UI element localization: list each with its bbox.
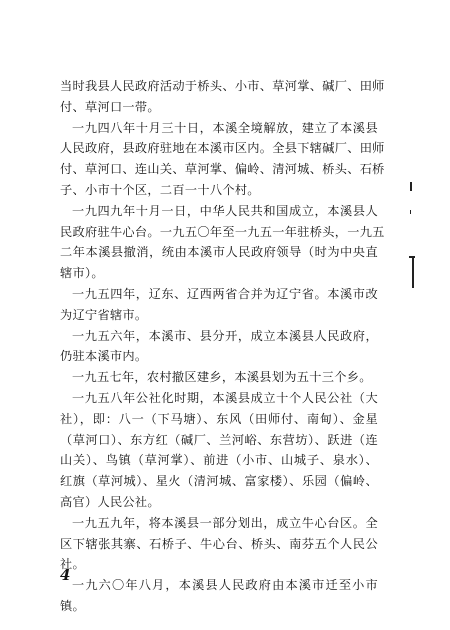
body-text (60, 76, 385, 617)
text-line: （草河口）、东方红（碱厂、兰河峪、东营坊）、跃进（连 (60, 432, 378, 447)
text-line: 一九五九年，将本溪县一部分划出，成立牛心台区。全 (72, 515, 378, 530)
text-line: 社。 (60, 557, 85, 572)
text-line: 一九四九年十月一日，中华人民共和国成立，本溪县人 (72, 203, 378, 218)
text-line: 付、草河口一带。 (60, 99, 160, 114)
margin-mark (412, 258, 414, 288)
text-line: 一九五八年公社化时期，本溪县成立十个人民公社（大 (72, 390, 378, 405)
text-line: 一九六〇年八月，本溪县人民政府由本溪市迁至小市 (72, 578, 378, 593)
text-line: 镇。 (60, 598, 85, 613)
text-line: 二年本溪县撤消，统由本溪市人民政府领导（时为中央直 (60, 245, 378, 260)
text-line: 一九五七年，农村撤区建乡，本溪县划为五十三个乡。 (72, 370, 372, 385)
margin-mark (410, 182, 412, 191)
text-line: 一九五六年，本溪市、县分开，成立本溪县人民政府， (72, 328, 378, 343)
margin-mark (409, 256, 415, 258)
text-line: 为辽宁省辖市。 (60, 307, 148, 322)
text-line: 山关）、鸟镇（草河掌）、前进（小市、山城子、泉水）、 (60, 453, 378, 468)
text-line: 当时我县人民政府活动于桥头、小市、草河掌、碱厂、田师 (60, 79, 385, 93)
page-number: 4 (60, 566, 71, 584)
text-line: 付、草河口、连山关、草河掌、偏岭、清河城、桥头、石桥 (60, 162, 385, 177)
text-line: 一九五四年，辽东、辽西两省合并为辽宁省。本溪市改 (72, 286, 378, 301)
text-line: 民政府驻牛心台。一九五〇年至一九五一年驻桥头，一九五 (60, 224, 385, 239)
margin-mark (410, 210, 411, 214)
text-line: 仍驻本溪市内。 (60, 349, 148, 364)
text-line: 辖市）。 (60, 266, 104, 281)
text-line: 红旗（草河城）、星火（清河城、富家楼）、乐园（偏岭、 (60, 474, 378, 489)
text-line: 一九四八年十月三十日，本溪全境解放，建立了本溪县 (72, 120, 378, 135)
text-line: 高官）人民公社。 (60, 494, 160, 509)
text-line: 子、小市十个区，二百一十八个村。 (60, 182, 260, 197)
text-line: 社），即：八一（下马塘）、东风（田师付、南甸）、金星 (60, 411, 378, 426)
text-line: 区下辖张其寨、石桥子、牛心台、桥头、南芬五个人民公 (60, 536, 378, 551)
text-line: 人民政府，县政府驻地在本溪市区内。全县下辖碱厂、田师 (60, 141, 385, 156)
